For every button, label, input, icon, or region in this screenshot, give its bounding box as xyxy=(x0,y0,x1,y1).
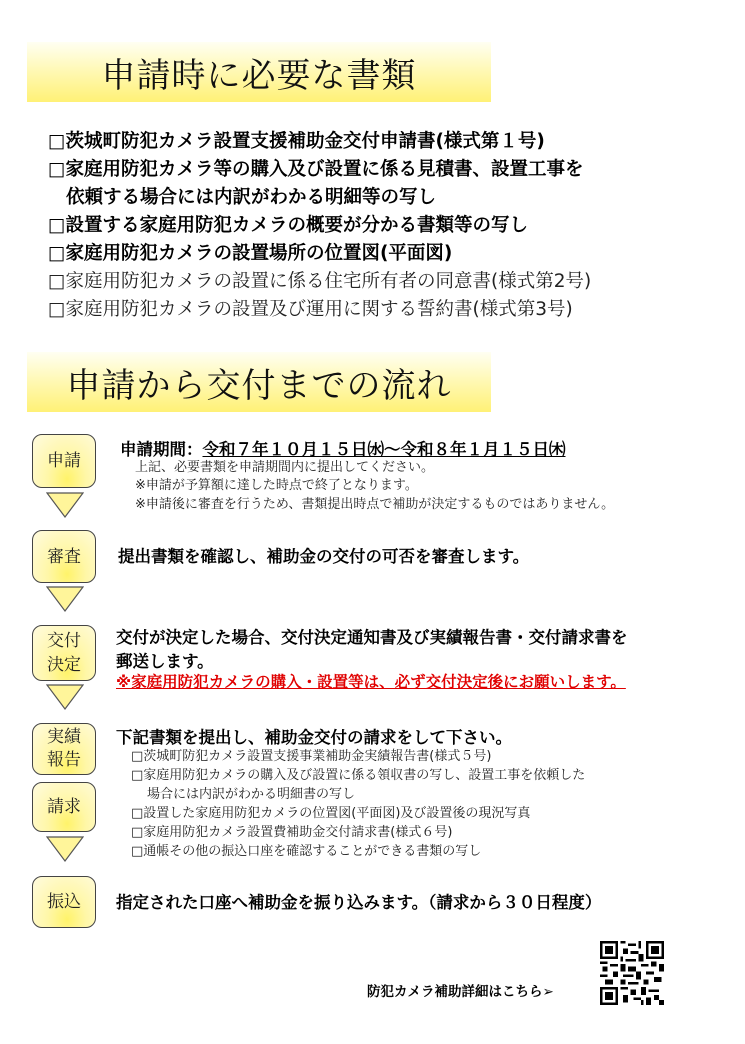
report-doc-continuation: 場合には内訳がわかる明細書の写し xyxy=(147,787,356,802)
document-item-continuation: 依頼する場合には内訳がわかる明細等の写し xyxy=(66,187,437,208)
step-label: 振込 xyxy=(47,892,81,912)
step-box-transfer xyxy=(32,876,96,928)
apply-note: 上記、必要書類を申請期間内に提出してください。 xyxy=(135,460,435,475)
step-label-line2: 報告 xyxy=(47,750,81,770)
period-label: 申請期間： xyxy=(120,440,203,459)
step-label: 審査 xyxy=(47,546,81,567)
step-box-apply xyxy=(32,434,96,488)
document-item: □家庭用防犯カメラの設置及び運用に関する誓約書(様式第3号) xyxy=(48,299,573,320)
step-box-claim xyxy=(32,782,96,832)
required-documents-list xyxy=(48,128,738,324)
apply-note: ※申請後に審査を行うため、書類提出時点で補助が決定するものではありません。 xyxy=(135,497,615,512)
step-box-decision xyxy=(32,625,96,681)
step-label: 申請 xyxy=(47,451,81,471)
qr-code-icon[interactable] xyxy=(600,941,664,1005)
step-label-line1: 交付 xyxy=(47,631,81,651)
step-box-report xyxy=(32,723,96,775)
section-title: 申請時に必要な書類 xyxy=(101,55,417,96)
step-box-review xyxy=(32,530,96,583)
qr-caption: 防犯カメラ補助詳細はこちら➢ xyxy=(367,984,554,1000)
section-banner-required-documents xyxy=(27,42,491,102)
transfer-text: 指定された口座へ補助金を振り込みます。（請求から３０日程度） xyxy=(116,893,602,912)
report-doc: □家庭用防犯カメラ設置費補助金交付請求書(様式６号) xyxy=(131,825,453,840)
report-doc: □設置した家庭用防犯カメラの位置図(平面図)及び設置後の現況写真 xyxy=(131,806,531,821)
document-item: □家庭用防犯カメラ等の購入及び設置に係る見積書、設置工事を xyxy=(48,159,584,180)
step-label-line1: 実績 xyxy=(47,727,81,747)
step-label-line2: 決定 xyxy=(47,655,81,675)
document-item: □家庭用防犯カメラの設置場所の位置図(平面図) xyxy=(48,243,453,264)
section-banner-process-flow xyxy=(27,352,491,412)
step-label: 請求 xyxy=(47,797,81,817)
review-text: 提出書類を確認し、補助金の交付の可否を審査します。 xyxy=(118,547,530,566)
document-item: □家庭用防犯カメラの設置に係る住宅所有者の同意書(様式第2号) xyxy=(48,271,592,292)
application-period xyxy=(120,436,566,460)
decision-text-line2: 郵送します。 xyxy=(116,652,214,671)
section-title: 申請から交付までの流れ xyxy=(66,365,452,406)
decision-text-line1: 交付が決定した場合、交付決定通知書及び実績報告書・交付請求書を xyxy=(116,628,628,647)
apply-note: ※申請が予算額に達した時点で終了となります。 xyxy=(135,478,418,493)
decision-warning: ※家庭用防犯カメラの購入・設置等は、必ず交付決定後にお願いします。 xyxy=(116,673,626,691)
report-doc: □家庭用防犯カメラの購入及び設置に係る領収書の写し、設置工事を依頼した xyxy=(131,768,586,783)
report-doc: □通帳その他の振込口座を確認することができる書類の写し xyxy=(131,844,482,859)
report-doc: □茨城町防犯カメラ設置支援事業補助金実績報告書(様式５号) xyxy=(131,749,492,764)
report-text: 下記書類を提出し、補助金交付の請求をして下さい。 xyxy=(116,728,512,747)
document-item: □設置する家庭用防犯カメラの概要が分かる書類等の写し xyxy=(48,215,528,236)
document-item: □茨城町防犯カメラ設置支援補助金交付申請書(様式第１号) xyxy=(48,131,545,152)
period-value: 令和７年１０月１５日㈬～令和８年１月１５日㈭ xyxy=(202,440,566,459)
